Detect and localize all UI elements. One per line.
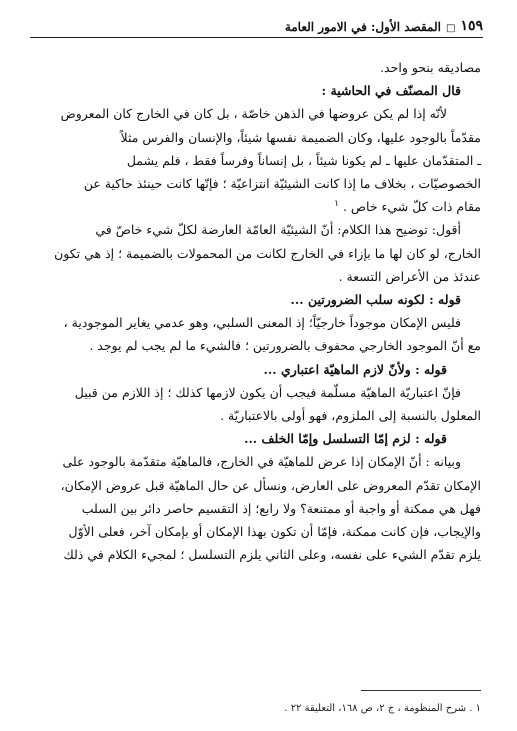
text-line: فإنّ اعتباريّة الماهيّة مسلّمة فيجب أن يكون لازمها كذلك ؛ إذ اللازم من قبيل <box>74 384 461 400</box>
page-body <box>32 56 481 566</box>
text-line: مصاديقه بنحو واحد. <box>380 60 481 75</box>
text-line: وبيانه : أنّ الإمكان إذا عرض للماهيّة في الخارج، فالماهيّة متقدّمة بالوجود على <box>62 454 461 470</box>
quote-text: مقام ذات كلّ شيء خاص . <box>342 199 481 215</box>
quote-line: الخصوصيّات ، بخلاف ما إذا كانت الشيئيّة انتزاعيّة ؛ فإنّها كانت حينئذ حاكية عن <box>83 176 481 192</box>
text-line: أقول: توضيح هذا الكلام: أنّ الشيئيّة العامّة العارضة لكلّ شيء خاصّ في <box>95 222 461 238</box>
text-line: يلزم تقدّم الشيء على نفسه، وعلى الثاني يلزم التسلسل ؛ لمجيء الكلام في ذلك <box>63 547 481 563</box>
text-line: والإيجاب، فإن كانت ممكنة، فإمّا أن تكون بهذا الإمكان أو بإمكان آخر، فعلى الأوّل <box>68 524 481 540</box>
footnote: ١ . شرح المنظومة ، ج ٢، ص ١٦٨، التعليقة ٢٢ . <box>284 703 481 714</box>
quote-line: ـ المتقدّمان عليها ـ لم يكونا شيئاً ، بل إنساناً وفرساً فقط ، فلم يشمل <box>126 152 481 168</box>
text-line: الإمكان تقدّم المعروض على العارض، ونسأل عن حال الماهيّة قبل عروض الإمكان، <box>60 477 481 493</box>
quote-line <box>32 195 481 218</box>
quote-line: لأنّه إذا لم يكن عروضها في الذهن خاصّة ، بل كان في الخارج كان المعروض <box>60 106 447 122</box>
text-line: فهل هي ممكنة أو واجبة أو ممتنعة؟ ولا رابع؛ إذ التقسيم حاصر دائر بين السلب <box>81 500 481 516</box>
square-ornament-icon: □ <box>445 23 456 34</box>
text-line: الخارج، لو كان لها ما بإزاء في الخارج لكانت من المحمولات بالضميمة ؛ إذ هي تكون <box>54 245 481 261</box>
heading-line: قوله : ولأنّ لازم الماهيّة اعتباري ... <box>263 361 447 377</box>
quote-line: مقدّماً بالوجود عليها، وكان الضميمة نفسها شيئاً، والإنسان والفرس مثلاً <box>120 129 481 145</box>
text-line: المعلول بالنسبة إلى الملزوم، فهو أولى بالاعتباريّة . <box>220 408 481 424</box>
page-number: ١٥٩ <box>460 18 483 34</box>
heading-line: قوله : لزم إمّا التسلسل وإمّا الخلف ... <box>244 431 447 447</box>
text-line: عندئذ من الأعراض التسعة . <box>338 268 481 284</box>
chapter-title: المقصد الأول: في الامور العامة <box>284 20 441 34</box>
running-header <box>30 8 483 38</box>
text-line: مع أنّ الموجود الخارجي محفوف بالضرورتين ؛ فالشيء ما لم يجب لم يوجد . <box>89 338 481 354</box>
heading-line: قال المصنّف في الحاشية : <box>321 83 461 99</box>
footnote-divider <box>361 690 481 691</box>
heading-line: قوله : لكونه سلب الضرورتين ... <box>290 292 461 308</box>
text-line: فليس الإمكان موجوداً خارجيّاً؛ إذ المعنى السلبي، وهو عدمي يغاير الموجودية ، <box>63 315 461 331</box>
footnote-marker: ١ <box>334 199 339 210</box>
